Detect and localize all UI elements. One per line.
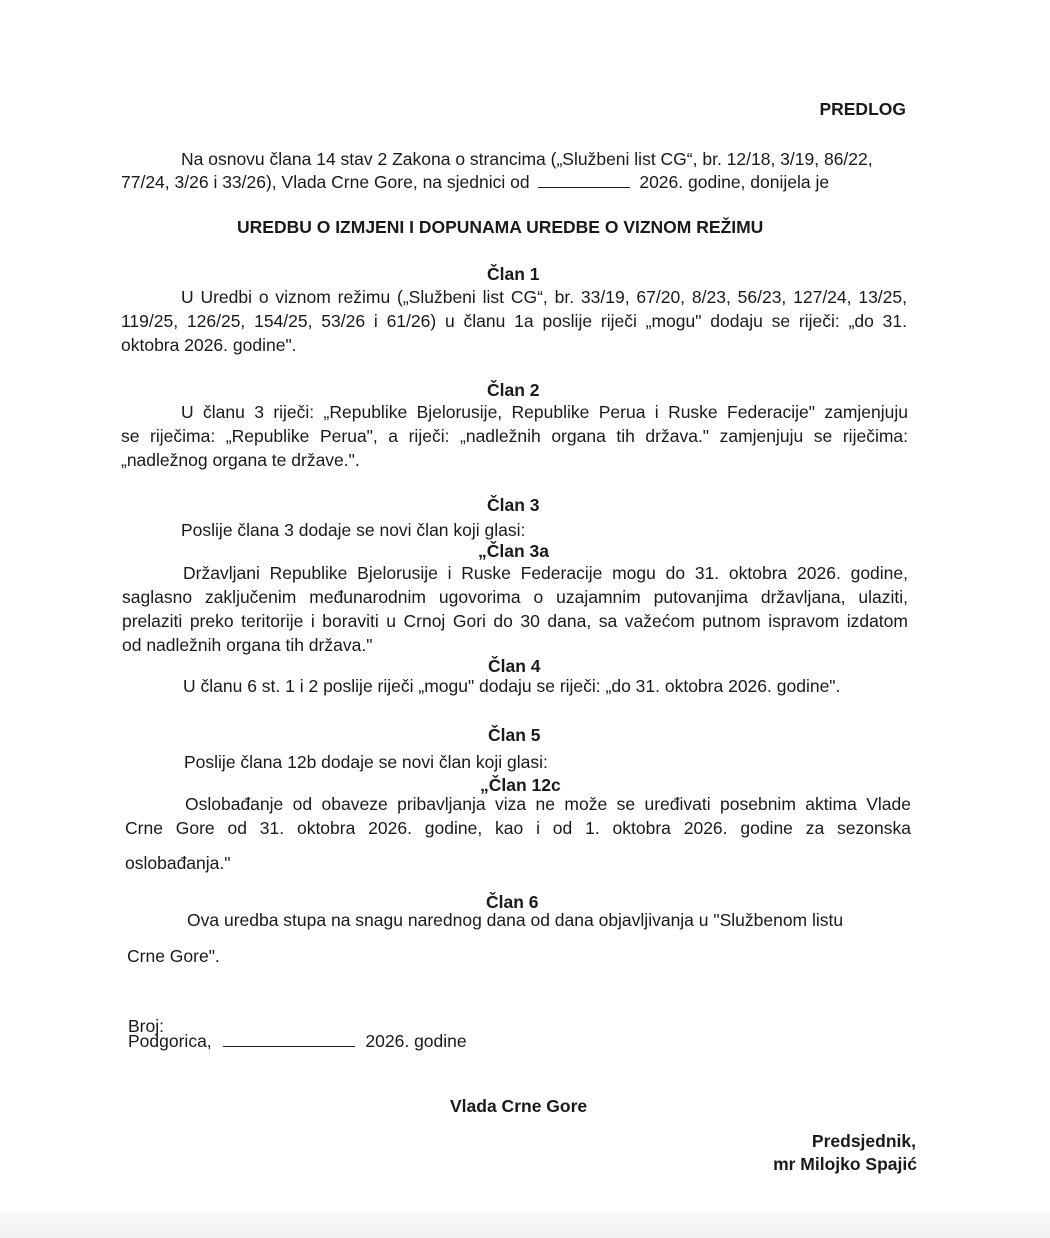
article-1-heading: Član 1: [487, 264, 540, 284]
date-suffix: 2026. godine: [365, 1031, 467, 1051]
signatory-title: Predsjednik,: [811, 1131, 916, 1151]
session-date-blank: [538, 187, 630, 188]
place-date-line: [128, 1031, 467, 1052]
preamble-line-1: Na osnovu člana 14 stav 2 Zakona o strancima („Službeni list CG“, br. 12/18, 3/19, 86/22,: [181, 149, 873, 169]
article-3a-heading: „Član 3a: [478, 541, 549, 561]
document-date-blank: [223, 1046, 355, 1047]
article-6-heading: Član 6: [486, 892, 539, 912]
preamble-text-before-blank: 77/24, 3/26 i 33/26), Vlada Crne Gore, na sjednici od: [121, 172, 530, 192]
page-bottom-edge: [0, 1212, 1050, 1238]
article-1-line-2: 119/25, 126/25, 154/25, 53/26 i 61/26) u članu 1a poslije riječi „mogu" dodaju se riječi: „do 31.: [121, 311, 907, 331]
article-12c-heading: „Član 12c: [480, 775, 561, 795]
article-3-intro: Poslije člana 3 dodaje se novi član koji glasi:: [181, 520, 526, 540]
article-3a-line-1: Državljani Republike Bjelorusije i Ruske Federacije mogu do 31. oktobra 2026. godine,: [183, 563, 908, 583]
article-6-line-1: Ova uredba stupa na snagu narednog dana od dana objavljivanja u "Službenom listu: [187, 910, 844, 930]
article-12c-line-3: oslobađanja.": [125, 853, 231, 873]
article-3a-line-3: prelaziti preko teritorije i boraviti u Crnoj Gori do 30 dana, sa važećom putnom ispravom izdatom: [122, 611, 908, 631]
article-3a-line-4: od nadležnih organa tih država.": [122, 635, 373, 655]
article-2-heading: Član 2: [487, 380, 540, 400]
article-5-heading: Član 5: [488, 725, 541, 745]
signatory-name: mr Milojko Spajić: [773, 1154, 917, 1174]
article-12c-line-2: Crne Gore od 31. oktobra 2026. godine, kao i od 1. oktobra 2026. godine za sezonska: [125, 818, 911, 838]
article-3a-line-2: saglasno zaključenim međunarodnim ugovorima o uzajamnim putovanjima državljana, ulaziti,: [122, 587, 908, 607]
article-12c-line-1: Oslobađanje od obaveze pribavljanja viza ne može se uređivati posebnim aktima Vlade: [185, 794, 911, 814]
article-6-line-2: Crne Gore".: [127, 946, 220, 966]
preamble-text-after-blank: 2026. godine, donijela je: [639, 172, 830, 192]
preamble-line-2: [121, 172, 829, 193]
article-2-line-3: „nadležnog organa te države.".: [121, 450, 360, 470]
article-4-heading: Član 4: [488, 656, 541, 676]
article-2-line-1: U članu 3 riječi: „Republike Bjelorusije, Republike Perua i Ruske Federacije" zamjenjuju: [181, 402, 908, 422]
article-2-line-2: se riječima: „Republike Perua", a riječi: „nadležnih organa tih država." zamjenjuju se riječima:: [121, 426, 908, 446]
document-status-label: PREDLOG: [819, 99, 906, 119]
article-5-intro: Poslije člana 12b dodaje se novi član koji glasi:: [184, 752, 548, 772]
article-4-line-1: U članu 6 st. 1 i 2 poslije riječi „mogu" dodaju se riječi: „do 31. oktobra 2026. godine".: [183, 676, 841, 696]
decree-title: UREDBU O IZMJENI I DOPUNAMA UREDBE O VIZNOM REŽIMU: [237, 217, 764, 237]
article-1-line-1: U Uredbi o viznom režimu („Službeni list CG“, br. 33/19, 67/20, 8/23, 56/23, 127/24, 13/25,: [181, 287, 907, 307]
issuing-government: Vlada Crne Gore: [450, 1096, 588, 1116]
document-number-label: Broj:: [128, 1016, 164, 1036]
article-1-line-3: oktobra 2026. godine".: [121, 335, 297, 355]
article-3-heading: Član 3: [487, 495, 540, 515]
place-label: Podgorica,: [128, 1031, 212, 1051]
